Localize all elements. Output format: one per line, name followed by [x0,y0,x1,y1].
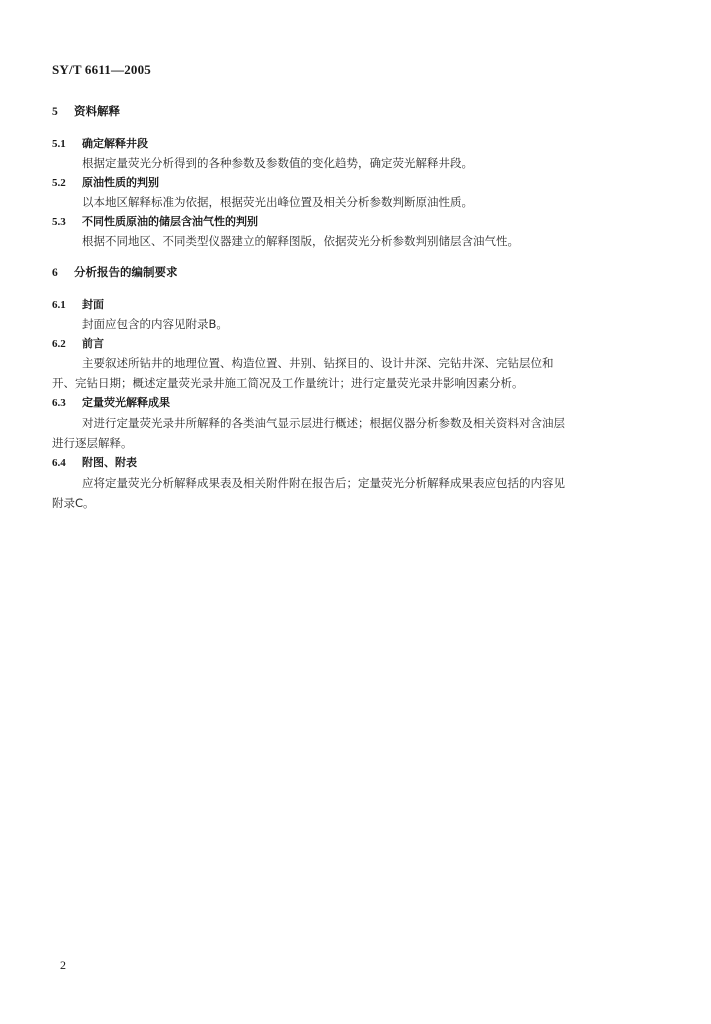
paragraph-6-2-line-2: 开、完钻日期；概述定量荧光录井施工简况及工作量统计；进行定量荧光录井影响因素分析。 [52,376,524,390]
section-heading-6-2: 6.2 前言 [52,337,104,350]
section-heading-5-1: 5.1 确定解释井段 [52,137,148,150]
paragraph-5-2: 以本地区解释标准为依据，根据荧光出峰位置及相关分析参数判断原油性质。 [82,195,473,209]
paragraph-5-3: 根据不同地区、不同类型仪器建立的解释图版，依据荧光分析参数判别储层含油气性。 [82,234,519,248]
section-heading-6-3: 6.3 定量荧光解释成果 [52,396,170,409]
paragraph-6-3-line-1: 对进行定量荧光录井所解释的各类油气显示层进行概述；根据仪器分析参数及相关资料对含油层 [82,416,565,430]
paragraph-6-4-line-2: 附录C。 [52,496,95,510]
section-heading-6-1: 6.1 封面 [52,298,104,311]
section-heading-5-3: 5.3 不同性质原油的储层含油气性的判别 [52,215,258,228]
paragraph-6-4-line-1: 应将定量荧光分析解释成果表及相关附件附在报告后；定量荧光分析解释成果表应包括的内容见 [82,476,565,490]
paragraph-6-3-line-2: 进行逐层解释。 [52,436,133,450]
paragraph-5-1: 根据定量荧光分析得到的各种参数及参数值的变化趋势，确定荧光解释井段。 [82,156,473,170]
paragraph-6-1: 封面应包含的内容见附录B。 [82,317,228,331]
section-heading-5-2: 5.2 原油性质的判别 [52,176,159,189]
page-number: 2 [60,958,66,972]
section-heading-6-4: 6.4 附图、附表 [52,456,137,469]
paragraph-6-2-line-1: 主要叙述所钻井的地理位置、构造位置、井别、钻探目的、设计井深、完钻井深、完钻层位和 [82,356,554,370]
standard-code: SY/T 6611—2005 [52,62,151,77]
section-heading-6: 6 分析报告的编制要求 [52,265,178,279]
section-heading-5: 5 资料解释 [52,104,120,118]
